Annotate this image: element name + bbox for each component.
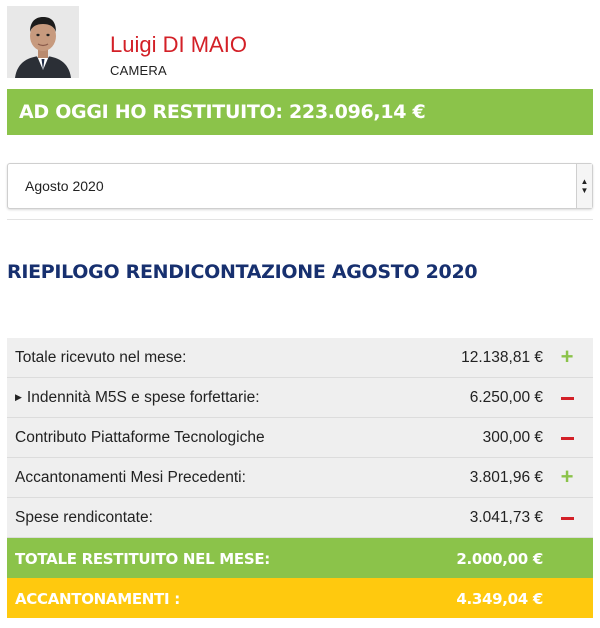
row-label: Contributo Piattaforme Tecnologiche — [15, 429, 265, 446]
profile-header — [7, 6, 593, 82]
total-returned-banner: AD OGGI HO RESTITUITO: 223.096,14 € — [7, 89, 593, 135]
row-value: 3.041,73 € — [469, 509, 543, 526]
minus-icon — [557, 384, 577, 410]
row-label: Accantonamenti Mesi Precedenti: — [15, 469, 246, 486]
section-title: RIEPILOGO RENDICONTAZIONE AGOSTO 2020 — [7, 261, 478, 283]
month-select[interactable] — [7, 163, 593, 209]
savings-row — [7, 578, 593, 618]
minus-icon — [557, 424, 577, 450]
row-label: Totale ricevuto nel mese: — [15, 349, 187, 366]
politician-name: Luigi DI MAIO — [110, 32, 247, 57]
row-label: Indennità M5S e spese forfettarie: — [26, 389, 260, 406]
plus-icon: + — [560, 344, 574, 369]
table-row — [7, 338, 593, 378]
avatar — [7, 6, 79, 78]
table-row — [7, 418, 593, 458]
row-value: 12.138,81 € — [461, 349, 543, 366]
summary-table — [7, 338, 593, 618]
row-value: 6.250,00 € — [469, 389, 543, 406]
portrait-image — [7, 6, 79, 78]
savings-value: 4.349,04 € — [456, 590, 543, 608]
table-row-expandable[interactable] — [7, 378, 593, 418]
row-value: 3.801,96 € — [469, 469, 543, 486]
plus-icon: + — [560, 464, 574, 489]
caret-right-icon[interactable]: ▶ — [15, 392, 22, 402]
table-row — [7, 498, 593, 538]
savings-label: ACCANTONAMENTI : — [15, 590, 180, 608]
divider — [7, 219, 593, 220]
table-row — [7, 458, 593, 498]
month-select-value: Agosto 2020 — [25, 178, 104, 194]
minus-icon — [557, 504, 577, 530]
dropdown-arrow-icon[interactable]: ▲ ▼ — [576, 164, 592, 208]
row-label: Spese rendicontate: — [15, 509, 153, 526]
chamber-label: CAMERA — [110, 63, 167, 78]
total-returned-row — [7, 538, 593, 578]
total-label: TOTALE RESTITUITO NEL MESE: — [15, 550, 271, 568]
row-value: 300,00 € — [482, 429, 543, 446]
total-value: 2.000,00 € — [456, 550, 543, 568]
